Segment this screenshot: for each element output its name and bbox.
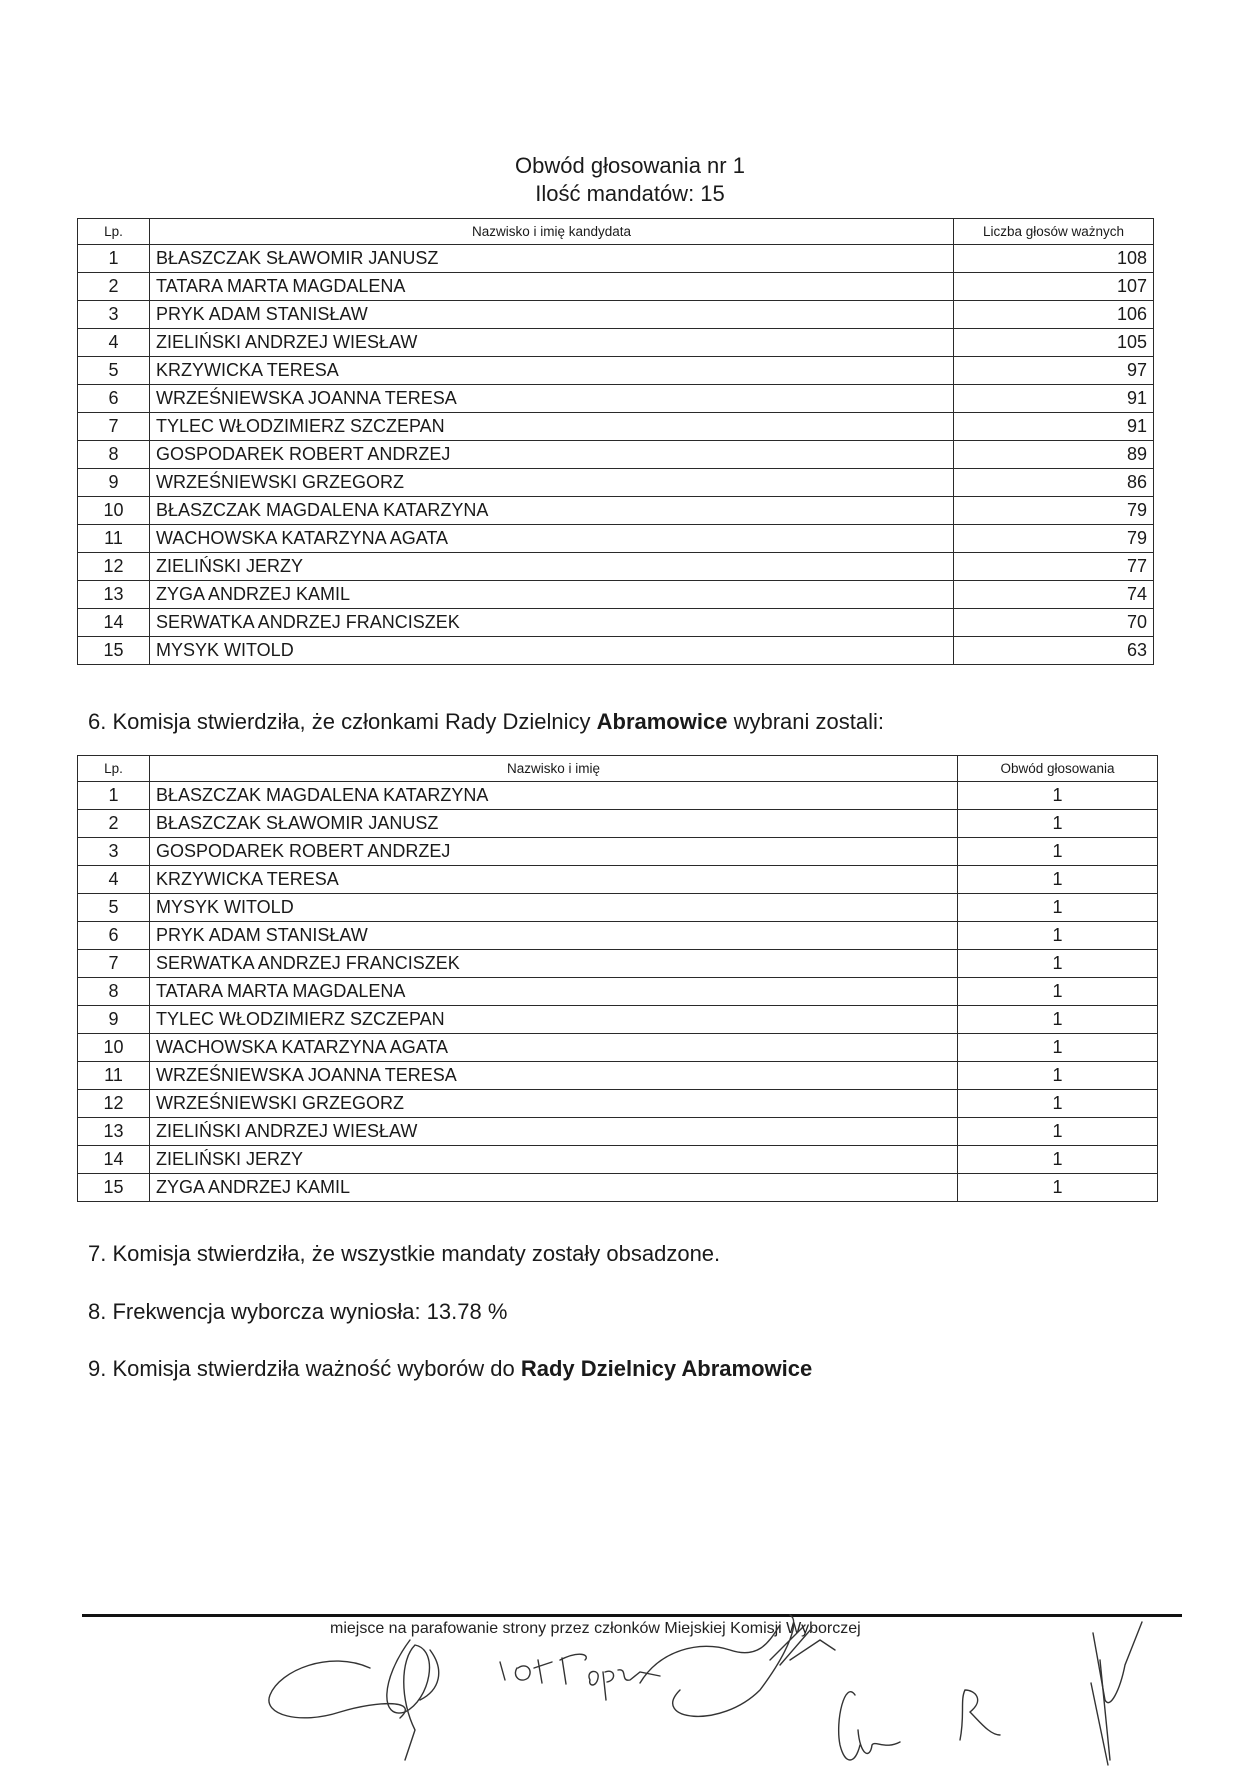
elected-table-header [78,756,1158,782]
table-row [78,1006,1158,1034]
voting-district: 1 [958,1118,1158,1146]
row-number: 14 [78,609,150,637]
candidate-name: GOSPODAREK ROBERT ANDRZEJ [150,838,958,866]
table-row [78,810,1158,838]
table-row [78,553,1154,581]
voting-district: 1 [958,950,1158,978]
row-number: 12 [78,1090,150,1118]
signature-3-icon [640,1615,835,1716]
initialing-note: miejsce na parafowanie strony przez członków Miejskiej Komisji Wyborczej [330,1620,861,1637]
results-table-header [78,219,1154,245]
candidate-name: SERWATKA ANDRZEJ FRANCISZEK [150,609,954,637]
row-number: 5 [78,894,150,922]
candidate-name: TYLEC WŁODZIMIERZ SZCZEPAN [150,1006,958,1034]
voting-district: 1 [958,1062,1158,1090]
candidate-name: WRZEŚNIEWSKA JOANNA TERESA [150,1062,958,1090]
candidate-name: ZYGA ANDRZEJ KAMIL [150,581,954,609]
signatures-area [0,1600,1260,1782]
row-number: 12 [78,553,150,581]
row-number: 3 [78,838,150,866]
candidate-name: BŁASZCZAK MAGDALENA KATARZYNA [150,782,958,810]
row-number: 6 [78,922,150,950]
candidate-name: WRZEŚNIEWSKI GRZEGORZ [150,469,954,497]
section-7-text: 7. Komisja stwierdziła, że wszystkie mandaty zostały obsadzone. [88,1241,721,1266]
table-row [78,497,1154,525]
voting-district: 1 [958,978,1158,1006]
table-row [78,441,1154,469]
table-row [78,1034,1158,1062]
table-row [78,1174,1158,1202]
candidate-name: SERWATKA ANDRZEJ FRANCISZEK [150,950,958,978]
table-row [78,1090,1158,1118]
voting-district: 1 [958,866,1158,894]
row-number: 7 [78,413,150,441]
voting-district: 1 [958,1034,1158,1062]
candidate-name: TATARA MARTA MAGDALENA [150,978,958,1006]
row-number: 8 [78,441,150,469]
candidate-name: TYLEC WŁODZIMIERZ SZCZEPAN [150,413,954,441]
column-header-name: Nazwisko i imię kandydata [150,219,954,245]
table-row [78,581,1154,609]
section-8-text: 8. Frekwencja wyborcza wyniosła: 13.78 % [88,1299,508,1324]
candidate-name: BŁASZCZAK SŁAWOMIR JANUSZ [150,810,958,838]
voting-district: 1 [958,1090,1158,1118]
voting-district: 1 [958,894,1158,922]
row-number: 2 [78,810,150,838]
table-row [78,385,1154,413]
row-number: 1 [78,782,150,810]
table-row [78,609,1154,637]
elected-table [77,755,1158,1202]
column-header-lp: Lp. [78,756,150,782]
candidate-name: KRZYWICKA TERESA [150,866,958,894]
signature-4-icon [839,1692,900,1760]
candidate-name: PRYK ADAM STANISŁAW [150,922,958,950]
valid-votes: 77 [954,553,1154,581]
table-row [78,950,1158,978]
table-row [78,301,1154,329]
row-number: 8 [78,978,150,1006]
column-header-name: Nazwisko i imię [150,756,958,782]
candidate-name: BŁASZCZAK SŁAWOMIR JANUSZ [150,245,954,273]
table-row [78,922,1158,950]
signature-6-icon [1091,1622,1142,1765]
candidate-name: PRYK ADAM STANISŁAW [150,301,954,329]
candidate-name: ZIELIŃSKI ANDRZEJ WIESŁAW [150,329,954,357]
candidate-name: WACHOWSKA KATARZYNA AGATA [150,1034,958,1062]
row-number: 9 [78,469,150,497]
voting-district: 1 [958,1006,1158,1034]
candidate-name: MYSYK WITOLD [150,894,958,922]
row-number: 4 [78,866,150,894]
table-row [78,273,1154,301]
row-number: 13 [78,581,150,609]
table-row [78,413,1154,441]
column-header-votes: Liczba głosów ważnych [954,219,1154,245]
candidate-name: TATARA MARTA MAGDALENA [150,273,954,301]
section-6-text: 6. Komisja stwierdziła, że członkami Rady Dzielnicy Abramowice wybrani zostali: [88,709,884,734]
table-row [78,838,1158,866]
voting-district: 1 [958,1174,1158,1202]
candidate-name: ZIELIŃSKI JERZY [150,1146,958,1174]
district-title: Obwód głosowania nr 1 [515,153,745,178]
valid-votes: 79 [954,497,1154,525]
candidate-name: KRZYWICKA TERESA [150,357,954,385]
table-row [78,894,1158,922]
table-row [78,1062,1158,1090]
table-row [78,245,1154,273]
row-number: 5 [78,357,150,385]
valid-votes: 91 [954,385,1154,413]
voting-district: 1 [958,782,1158,810]
row-number: 1 [78,245,150,273]
candidate-name: WRZEŚNIEWSKI GRZEGORZ [150,1090,958,1118]
row-number: 10 [78,497,150,525]
table-row [78,782,1158,810]
table-row [78,1146,1158,1174]
row-number: 4 [78,329,150,357]
valid-votes: 91 [954,413,1154,441]
table-row [78,525,1154,553]
candidate-name: WRZEŚNIEWSKA JOANNA TERESA [150,385,954,413]
row-number: 7 [78,950,150,978]
valid-votes: 63 [954,637,1154,665]
row-number: 3 [78,301,150,329]
valid-votes: 74 [954,581,1154,609]
mandates-count: Ilość mandatów: 15 [535,181,725,206]
row-number: 9 [78,1006,150,1034]
valid-votes: 70 [954,609,1154,637]
row-number: 13 [78,1118,150,1146]
district-name: Abramowice [596,709,728,734]
candidate-name: WACHOWSKA KATARZYNA AGATA [150,525,954,553]
signature-5-icon [960,1690,1000,1740]
table-row [78,637,1154,665]
signature-1-icon [269,1640,439,1760]
council-name: Rady Dzielnicy Abramowice [520,1356,813,1381]
row-number: 14 [78,1146,150,1174]
table-row [78,357,1154,385]
candidate-name: GOSPODAREK ROBERT ANDRZEJ [150,441,954,469]
row-number: 11 [78,525,150,553]
column-header-district: Obwód głosowania [958,756,1158,782]
voting-district: 1 [958,838,1158,866]
table-row [78,866,1158,894]
valid-votes: 106 [954,301,1154,329]
table-row [78,329,1154,357]
candidate-name: ZYGA ANDRZEJ KAMIL [150,1174,958,1202]
row-number: 11 [78,1062,150,1090]
valid-votes: 108 [954,245,1154,273]
candidate-name: MYSYK WITOLD [150,637,954,665]
voting-district: 1 [958,922,1158,950]
results-table [77,218,1154,665]
signature-2-icon [500,1654,660,1700]
candidate-name: ZIELIŃSKI JERZY [150,553,954,581]
table-row [78,978,1158,1006]
section-9-text: 9. Komisja stwierdziła ważność wyborów do Rady Dzielnicy Abramowice [88,1356,813,1381]
row-number: 6 [78,385,150,413]
row-number: 2 [78,273,150,301]
row-number: 15 [78,1174,150,1202]
valid-votes: 107 [954,273,1154,301]
row-number: 15 [78,637,150,665]
candidate-name: BŁASZCZAK MAGDALENA KATARZYNA [150,497,954,525]
valid-votes: 89 [954,441,1154,469]
row-number: 10 [78,1034,150,1062]
valid-votes: 79 [954,525,1154,553]
valid-votes: 97 [954,357,1154,385]
valid-votes: 105 [954,329,1154,357]
candidate-name: ZIELIŃSKI ANDRZEJ WIESŁAW [150,1118,958,1146]
column-header-lp: Lp. [78,219,150,245]
table-row [78,1118,1158,1146]
voting-district: 1 [958,810,1158,838]
voting-district: 1 [958,1146,1158,1174]
valid-votes: 86 [954,469,1154,497]
table-row [78,469,1154,497]
